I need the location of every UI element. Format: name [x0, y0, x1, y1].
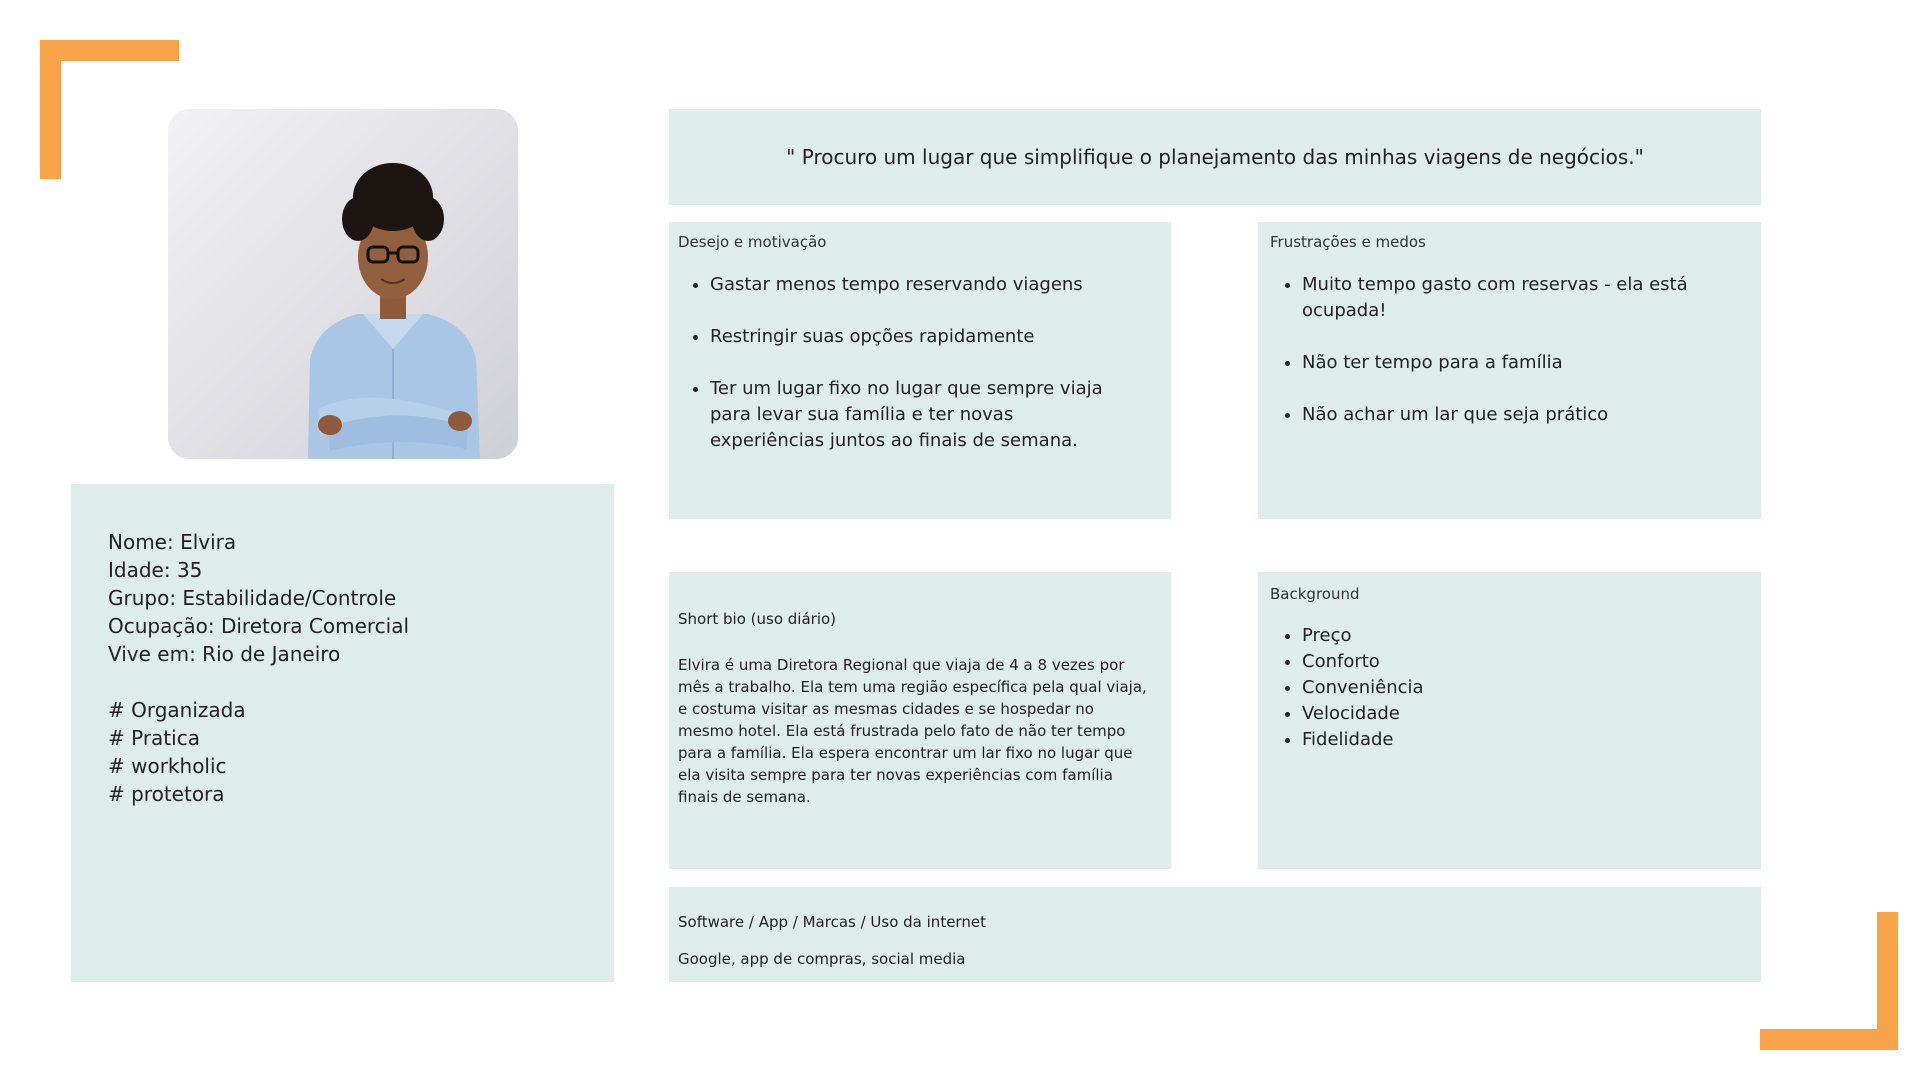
software-title: Software / App / Marcas / Uso da internet: [678, 913, 986, 931]
list-item: • Gastar menos tempo reservando viagens: [710, 272, 1110, 298]
persona-quote: [669, 109, 1761, 205]
corner-top-left-vertical: [40, 40, 61, 179]
profile-group: Grupo: Estabilidade/Controle: [108, 586, 397, 610]
profile-tag: # Organizada: [108, 698, 246, 722]
list-item: • Velocidade: [1302, 701, 1749, 727]
frustrations-title: Frustrações e medos: [1270, 233, 1426, 251]
software-box: [669, 887, 1761, 982]
frustrations-box: [1258, 222, 1761, 519]
desire-motivation-box: [669, 222, 1171, 519]
profile-tag: # Pratica: [108, 726, 200, 750]
profile-age: Idade: 35: [108, 558, 203, 582]
profile-tag: # protetora: [108, 782, 225, 806]
profile-occupation: Ocupação: Diretora Comercial: [108, 614, 410, 638]
persona-photo: [168, 109, 518, 459]
list-item: • Conveniência: [1302, 675, 1749, 701]
list-item: • Restringir suas opções rapidamente: [710, 324, 1110, 350]
profile-tag: # workholic: [108, 754, 227, 778]
list-item: • Fidelidade: [1302, 727, 1749, 753]
profile-spacer: [108, 668, 577, 696]
list-item: • Não ter tempo para a família: [1302, 350, 1732, 376]
bio-text: Elvira é uma Diretora Regional que viaja de 4 a 8 vezes por mês a trabalho. Ela tem uma região específica pela qual viaja, e costuma visitar as mesmas cidades e se hospedar no mesmo hotel. Ela está frustrada pelo fato de não ter tempo para a família. Ela espera encontrar um lar fixo no lugar que ela visita sempre para ter novas experiências com família finais de semana.: [678, 656, 1147, 806]
list-item: • Muito tempo gasto com reservas - ela está ocupada!: [1302, 272, 1732, 324]
profile-panel: [71, 484, 614, 982]
quote-text: " Procuro um lugar que simplifique o planejamento das minhas viagens de negócios.": [786, 145, 1644, 169]
desire-title: Desejo e motivação: [678, 233, 827, 251]
list-item: • Conforto: [1302, 649, 1749, 675]
desire-list: [678, 272, 1162, 454]
background-box: [1258, 572, 1761, 869]
profile-name: Nome: Elvira: [108, 530, 237, 554]
corner-bottom-right-vertical: [1877, 912, 1898, 1050]
profile-location: Vive em: Rio de Janeiro: [108, 642, 341, 666]
software-text: Google, app de compras, social media: [678, 950, 966, 968]
bio-title: Short bio (uso diário): [678, 610, 837, 628]
short-bio-box: [669, 572, 1171, 869]
list-item: • Não achar um lar que seja prático: [1302, 402, 1732, 428]
background-title: Background: [1270, 585, 1360, 603]
background-list: [1270, 623, 1749, 753]
list-item: • Ter um lugar fixo no lugar que sempre viaja para levar sua família e ter novas experiências juntos ao finais de semana.: [710, 376, 1110, 454]
list-item: • Preço: [1302, 623, 1749, 649]
frustrations-list: [1270, 272, 1749, 428]
persona-portrait-illustration: [168, 109, 518, 459]
